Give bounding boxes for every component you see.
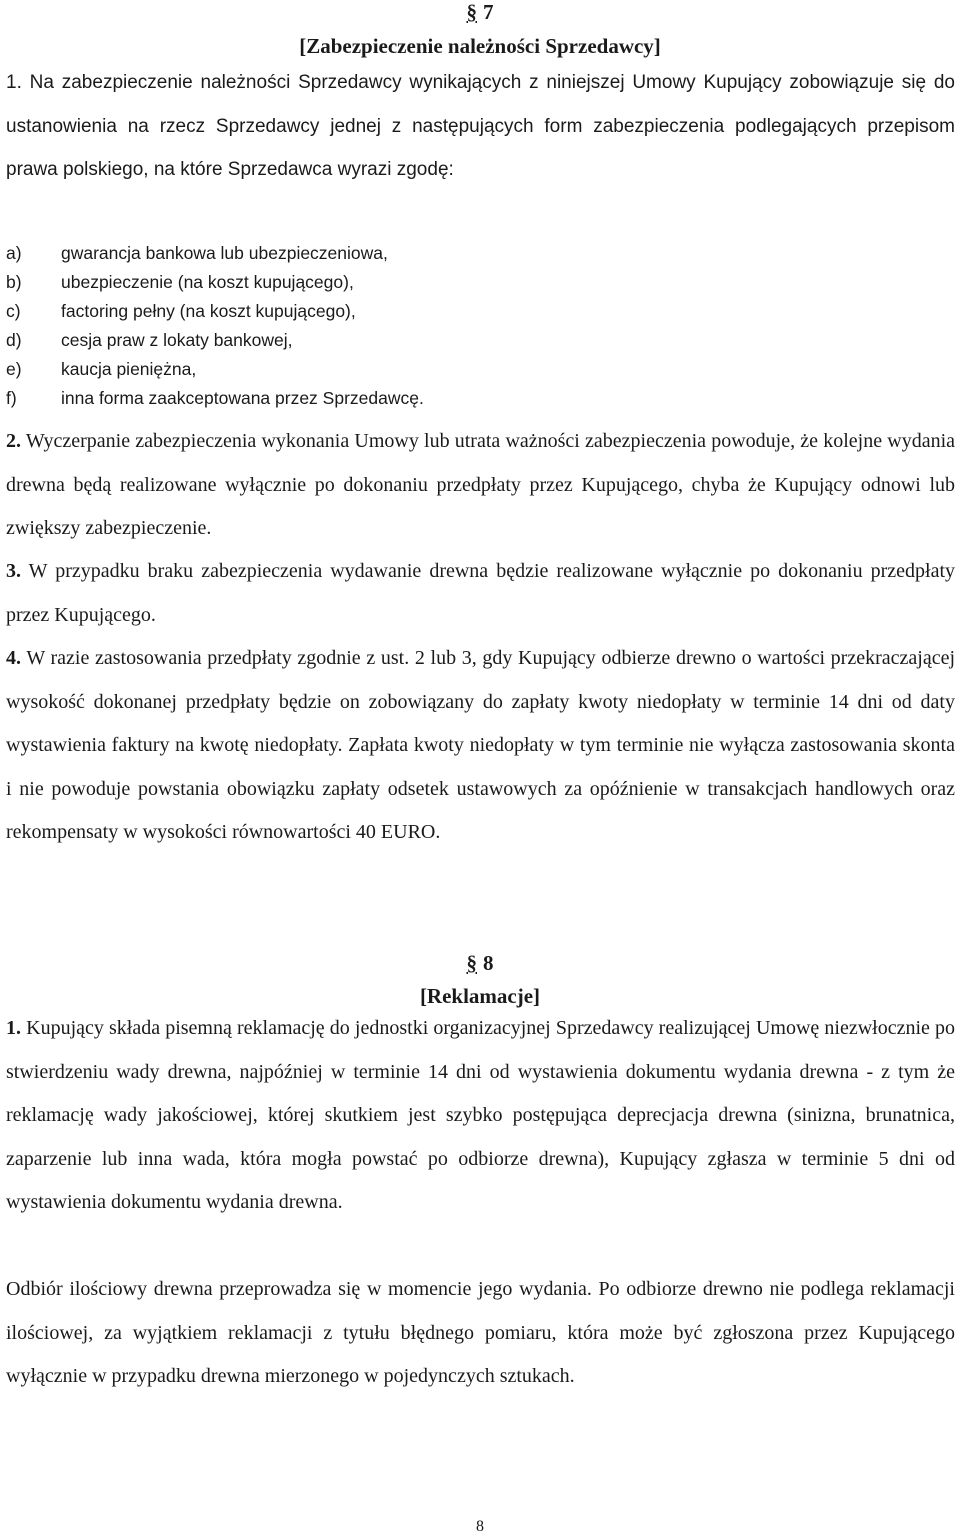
paragraph-number: 3. — [6, 560, 21, 582]
paragraph-text: Kupujący składa pisemną reklamację do jednostki organizacyjnej Sprzedawcy realizującej Umowę niezwłocznie po stwierdzeniu wady drewna, najpóźniej w terminie 14 dni od wystawienia dokumentu wydania drewna - z tym że reklamację wady jakościowej, której skutkiem jest szybko postępująca deprecjacja drewna (sinizna, brunatnica, zaparzenie lub inna wada, która mogła powstać po odbiorze drewna), Kupujący zgłasza w terminie 5 dni od wystawienia dokumentu wydania drewna. — [6, 1017, 955, 1213]
list-item-text: cesja praw z lokaty bankowej, — [61, 330, 293, 350]
list-marker: d) — [6, 330, 22, 350]
list-item-text: inna forma zaakceptowana przez Sprzedawcę. — [61, 388, 424, 408]
section-7-title: [Zabezpieczenie należności Sprzedawcy] — [299, 34, 661, 58]
security-forms-list — [6, 239, 906, 413]
page-number: 8 — [476, 1518, 484, 1535]
list-marker: f) — [6, 388, 17, 408]
section-8-title: [Reklamacje] — [419, 984, 541, 1008]
section-7-paragraph-3 — [6, 550, 955, 637]
section-8-paragraph-2 — [6, 1268, 955, 1399]
list-item — [6, 297, 906, 326]
paragraph-number: 2. — [6, 430, 21, 452]
section-8-number-text: 8 — [483, 951, 494, 975]
list-item-text: factoring pełny (na koszt kupującego), — [61, 301, 356, 321]
list-item-text: ubezpieczenie (na koszt kupującego), — [61, 272, 354, 292]
section-7-number-text: 7 — [483, 0, 494, 24]
paragraph-number: 4. — [6, 647, 21, 669]
section-7-paragraph-4 — [6, 637, 955, 855]
section-7-paragraph-2 — [6, 420, 955, 551]
list-item — [6, 355, 906, 384]
list-item-text: gwarancja bankowa lub ubezpieczeniowa, — [61, 243, 388, 263]
list-item — [6, 268, 906, 297]
list-item-text: kaucja pieniężna, — [61, 359, 197, 379]
paragraph-text: W razie zastosowania przedpłaty zgodnie z ust. 2 lub 3, gdy Kupujący odbierze drewno o wartości przekraczającej wysokość dokonanej przedpłaty będzie on zobowiązany do zapłaty kwoty niedopłaty w terminie 14 dni od daty wystawienia faktury na kwotę niedopłaty. Zapłata kwoty niedopłaty w tym terminie nie wyłącza zastosowania skonta i nie powoduje powstania obowiązku zapłaty odsetek ustawowych za opóźnienie w transakcjach handlowych oraz rekompensaty w wysokości równowartości 40 EURO. — [6, 647, 956, 843]
paragraph-number: 1. — [6, 1017, 21, 1039]
list-marker: e) — [6, 359, 22, 379]
paragraph-text: Wyczerpanie zabezpieczenia wykonania Umowy lub utrata ważności zabezpieczenia powoduje, że kolejne wydania drewna będą realizowane wyłącznie po dokonaniu przedpłaty przez Kupującego, chyba że Kupujący odnowi lub zwiększy zabezpieczenie. — [6, 430, 955, 539]
section-sign-icon: § — [466, 0, 477, 24]
section-sign-icon: § — [466, 951, 477, 975]
paragraph-number: 1. — [6, 72, 22, 93]
paragraph-text: Odbiór ilościowy drewna przeprowadza się w momencie jego wydania. Po odbiorze drewno nie podlega reklamacji ilościowej, za wyjątkiem reklamacji z tytułu błędnego pomiaru, która może być zgłoszona przez Kupującego wyłącznie w przypadku drewna mierzonego w pojedynczych sztukach. — [6, 1278, 955, 1387]
paragraph-text: W przypadku braku zabezpieczenia wydawanie drewna będzie realizowane wyłącznie po dokonaniu przedpłaty przez Kupującego. — [6, 560, 955, 626]
list-marker: b) — [6, 272, 22, 292]
section-7-paragraph-1 — [6, 61, 955, 192]
list-marker: c) — [6, 301, 21, 321]
section-7-number — [0, 2, 960, 23]
section-8-paragraph-1 — [6, 1007, 955, 1225]
list-marker: a) — [6, 243, 22, 263]
section-8-number — [0, 953, 960, 974]
list-item — [6, 384, 906, 413]
list-item — [6, 326, 906, 355]
list-item — [6, 239, 906, 268]
paragraph-text: Na zabezpieczenie należności Sprzedawcy wynikających z niniejszej Umowy Kupujący zobowiązuje się do ustanowienia na rzecz Sprzedawcy jednej z następujących form zabezpieczenia podlegających przepisom prawa polskiego, na które Sprzedawca wyrazi zgodę: — [6, 72, 955, 180]
